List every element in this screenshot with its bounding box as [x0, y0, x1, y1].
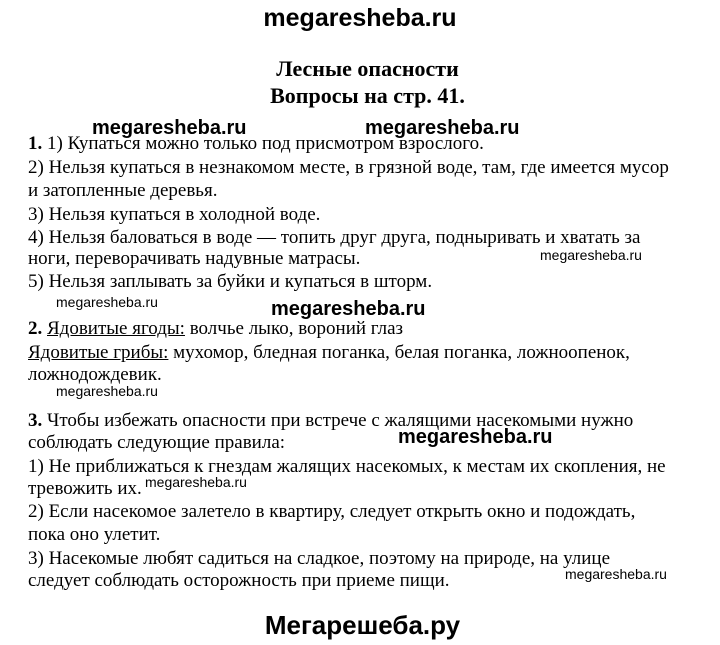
answer1-text: 1) Купаться можно только под присмотром взрослого. [47, 133, 484, 154]
berries-label: Ядовитые ягоды: [47, 318, 185, 339]
answer3-line: соблюдать следующие правила: [28, 432, 286, 453]
watermark: megaresheba.ru [56, 383, 158, 399]
watermark: megaresheba.ru [92, 117, 247, 139]
watermark: megaresheba.ru [565, 566, 667, 582]
answer1-line: и затопленные деревья. [28, 180, 218, 201]
answer2-line: ложнодождевик. [28, 364, 162, 385]
header-watermark: megaresheba.ru [263, 4, 457, 32]
answer1-line: ноги, переворачивать надувные матрасы. [28, 248, 361, 269]
watermark: megaresheba.ru [271, 298, 426, 320]
answer1-line [28, 133, 484, 155]
watermark: megaresheba.ru [145, 474, 247, 490]
watermark: megaresheba.ru [540, 247, 642, 263]
answer3-line: тревожить их. [28, 478, 142, 499]
answer3-line: 1) Не приближаться к гнездам жалящих насекомых, к местам их скопления, не [28, 456, 666, 477]
answer1-number: 1. [28, 133, 43, 154]
answer2-mushrooms [28, 342, 630, 364]
answer3-line: 2) Если насекомое залетело в квартиру, следует открыть окно и подождать, [28, 501, 636, 522]
mushrooms-label: Ядовитые грибы: [28, 342, 169, 363]
mushrooms-text: мухомор, бледная поганка, белая поганка, ложноопенок, [168, 342, 630, 363]
page-title: Лесные опасности [276, 56, 459, 81]
answer3-line: следует соблюдать осторожность при приеме пищи. [28, 570, 450, 591]
watermark: megaresheba.ru [365, 117, 520, 139]
answer3-number: 3. [28, 410, 43, 431]
answer3-line: 3) Насекомые любят садиться на сладкое, поэтому на природе, на улице [28, 548, 611, 569]
berries-text: волчье лыко, вороний глаз [184, 318, 404, 339]
answer2-berries [28, 318, 403, 340]
answer3-line: пока оно улетит. [28, 524, 161, 545]
watermark: megaresheba.ru [398, 426, 553, 448]
answer1-line: 4) Нельзя баловаться в воде — топить друг друга, подныривать и хватать за [28, 227, 641, 248]
answer1-line: 2) Нельзя купаться в незнакомом месте, в грязной воде, там, где имеется мусор [28, 157, 669, 178]
watermark: megaresheba.ru [56, 294, 158, 310]
page-subtitle: Вопросы на стр. 41. [270, 83, 465, 108]
footer-watermark: Мегарешеба.ру [264, 610, 461, 640]
answer2-number: 2. [28, 318, 43, 339]
answer1-line: 5) Нельзя заплывать за буйки и купаться в шторм. [28, 271, 433, 292]
answer1-line: 3) Нельзя купаться в холодной воде. [28, 204, 321, 225]
answer3-text: Чтобы избежать опасности при встрече с жалящими насекомыми нужно [42, 410, 634, 431]
